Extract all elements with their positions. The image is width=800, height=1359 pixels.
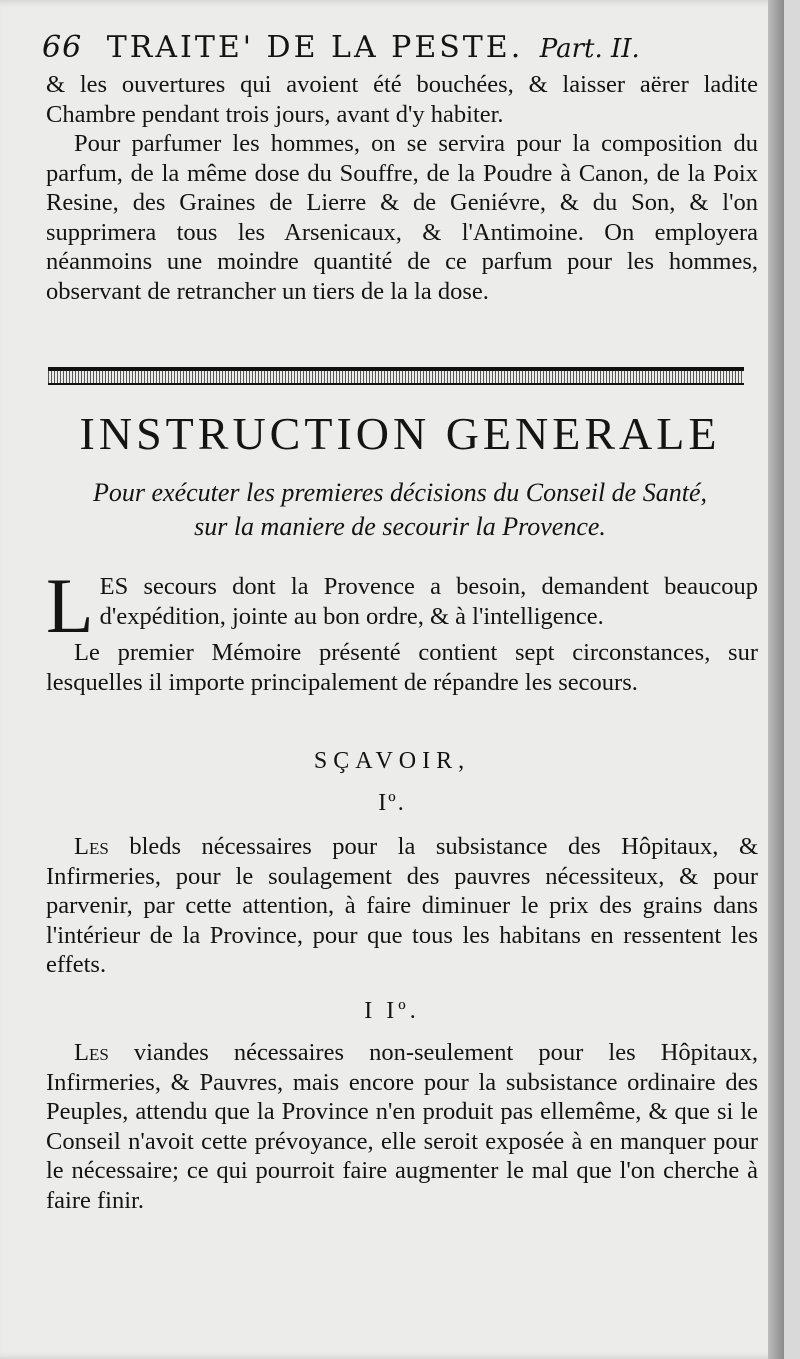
savoir-heading: SÇAVOIR,: [313, 748, 471, 774]
book-spine-shadow: [768, 0, 784, 1359]
intro-first-word: ES: [99, 573, 129, 600]
intro-text: secours dont la Provence a besoin, demandent beaucoup d'expédition, jointe au bon ordre, & à l'intelligence.: [99, 573, 758, 630]
paragraph-continued: & les ouvertures qui avoient été bouchées, & laisser aërer ladite Chambre pendant trois jours, avant d'y habiter.: [46, 71, 758, 128]
section-divider-rule: [48, 367, 744, 385]
item-1-lead: Les: [74, 833, 109, 860]
item-2-block: [46, 1038, 758, 1215]
section-subtitle: [40, 476, 760, 544]
intro-block: [46, 562, 758, 697]
running-header: [42, 30, 762, 67]
subtitle-line-2: sur la maniere de secourir la Provence.: [194, 512, 606, 541]
section-title: INSTRUCTION GENERALE: [79, 408, 721, 459]
page-number: 66: [42, 30, 83, 65]
item-2-text: viandes nécessaires non-seulement pour les Hôpitaux, Infirmeries, & Pauvres, mais encore pour la subsistance ordinaire des Peuples, attendu que la Province n'en produit pas ellemême, & que si le Conseil n'avoit cette prévoyance, elle seroit exposée à en manquer pour le nécessaire; ce qui pourroit faire augmenter le mal que l'on cherche à faire finir.: [46, 1039, 758, 1214]
item-2-numeral: I Iº.: [364, 998, 420, 1024]
item-1-block: [46, 832, 758, 980]
paragraph-perfume: Pour parfumer les hommes, on se servira pour la composition du parfum, de la même dose du Souffre, de la Poudre à Canon, de la Poix Resine, des Graines de Lierre & de Geniévre, & du Son, & l'on supprimera tous les Arsenicaux, & l'Antimoine. On employera néanmoins une moindre quantité de ce parfum pour les hommes, observant de retrancher un tiers de la la dose.: [46, 130, 758, 305]
item-1-numeral: Iº.: [378, 790, 406, 816]
top-text-block: [46, 70, 758, 306]
subtitle-line-1: Pour exécuter les premieres décisions du Conseil de Santé,: [93, 478, 707, 507]
drop-cap-letter: L: [46, 562, 94, 649]
item-1-paragraph: [46, 832, 758, 980]
item-2-lead: Les: [74, 1039, 109, 1066]
item-1-text: bleds nécessaires pour la subsistance des Hôpitaux, & Infirmeries, pour le soulagement des pauvres nécessiteux, & pour parvenir, par cette attention, à faire diminuer le prix des grains dans l'intérieur de la Province, pour que tous les habitans en ressentent les effets.: [46, 833, 758, 978]
item-2-paragraph: [46, 1038, 758, 1215]
intro-paragraph-2: Le premier Mémoire présenté contient sept circonstances, sur lesquelles il importe principalement de répandre les secours.: [46, 639, 758, 696]
part-label: Part. II.: [539, 34, 640, 64]
running-title: TRAITE' DE LA PESTE.: [106, 30, 524, 65]
intro-paragraph: [46, 562, 758, 649]
